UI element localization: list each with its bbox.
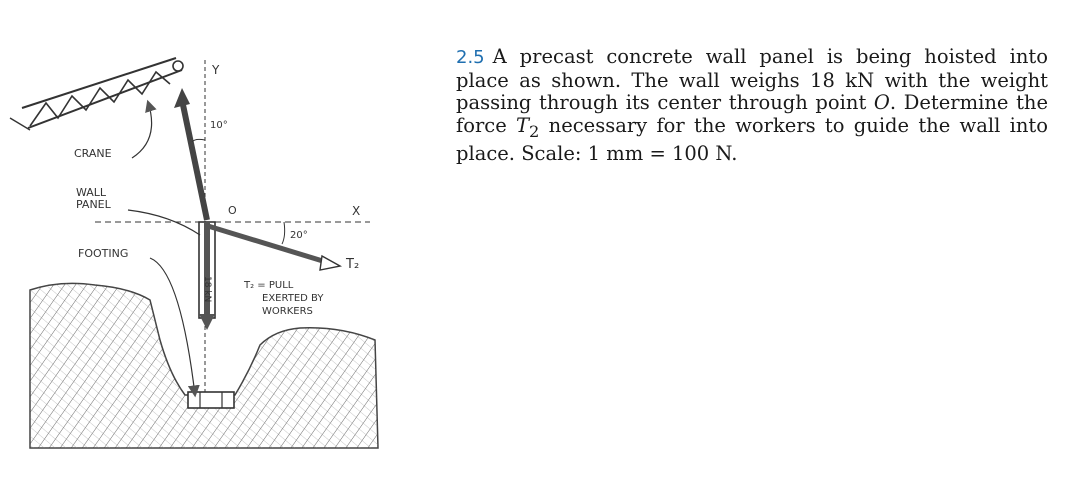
workers-note-line1: T₂ = PULL	[244, 280, 294, 291]
wall-panel-label-line1: WALL	[76, 186, 107, 199]
point-symbol: O	[873, 91, 890, 114]
angle-10-label: 10°	[210, 120, 228, 131]
cable-force-arrow	[174, 88, 207, 220]
problem-number: 2.5	[456, 47, 485, 68]
angle-10-arc	[192, 139, 205, 142]
y-axis-label: Y	[212, 63, 220, 77]
hoisting-figure	[0, 0, 440, 490]
angle-20-label: 20°	[290, 230, 308, 241]
t2-label: T₂	[346, 257, 360, 272]
force-symbol: T	[516, 113, 530, 137]
x-axis-label: X	[352, 204, 361, 218]
crane-boom	[10, 58, 183, 130]
wall-panel-label-line2: PANEL	[76, 198, 111, 211]
problem-text-part2: . Determine the force	[456, 91, 1049, 137]
footing-label: FOOTING	[78, 247, 129, 260]
problem-text-part3: necessary for the workers to guide the wall into place. Scale: 1 mm = 100 N.	[456, 113, 1048, 165]
crane-label: CRANE	[74, 147, 112, 160]
wall-weight-label: 18 kN	[202, 276, 212, 303]
force-subscript: 2	[529, 121, 540, 141]
angle-20-arc	[282, 222, 285, 244]
problem-text-part1: A precast concrete wall panel is being hoisted into place as shown. The wall weighs 18 kN with the weight passing through its center through point	[456, 45, 1048, 114]
workers-note-line2: EXERTED BY	[262, 293, 324, 304]
t2-force-arrow	[208, 226, 340, 270]
workers-note-line3: WORKERS	[262, 306, 313, 317]
point-o-label: O	[228, 204, 237, 217]
crane-leader	[132, 102, 152, 158]
problem-statement	[456, 46, 1048, 165]
